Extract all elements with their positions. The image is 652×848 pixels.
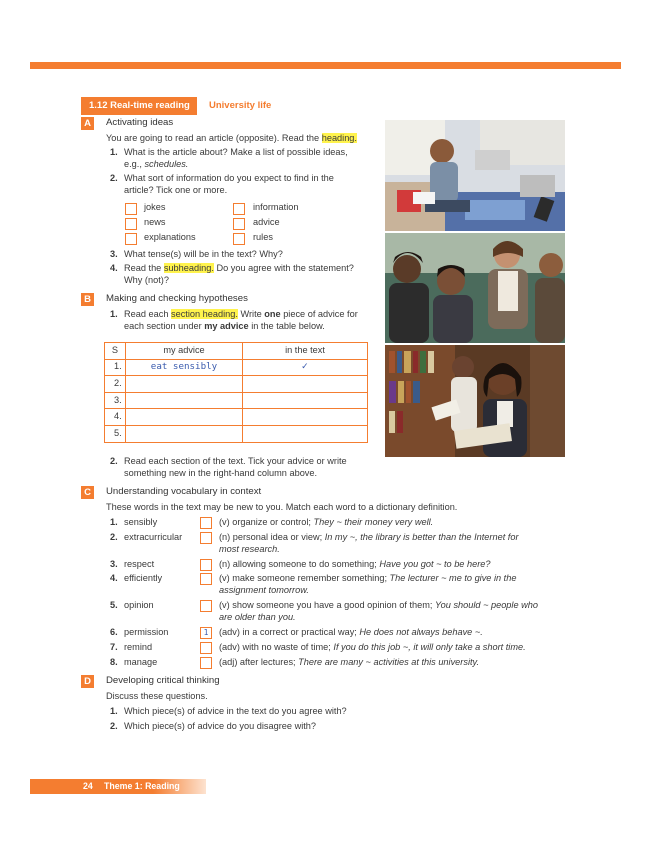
checkbox-advice[interactable] (233, 218, 245, 230)
section-c-badge: C (81, 486, 94, 499)
section-b-badge: B (81, 293, 94, 306)
row-num: 3. (105, 392, 126, 409)
vocab-definition-line2: most research. (219, 544, 280, 554)
checkbox-explanations[interactable] (125, 233, 137, 245)
my-advice-cell[interactable] (126, 409, 243, 426)
photo-student-studying (385, 120, 565, 231)
my-advice-cell[interactable] (126, 425, 243, 442)
vocab-num: 2. (110, 532, 118, 542)
a-q1-line1: What is the article about? Make a list of possible ideas, (124, 147, 348, 157)
vocab-definition: (v) make someone remember something; The lecturer ~ me to give in the (219, 573, 517, 583)
checkbox-rules[interactable] (233, 233, 245, 245)
vocab-definition: (v) show someone you have a good opinion of them; You should ~ people who (219, 600, 538, 610)
col-my-advice-header: my advice (126, 343, 243, 360)
vocab-word: opinion (124, 600, 154, 610)
section-a-title: Activating ideas (106, 117, 174, 128)
in-text-cell[interactable] (243, 392, 368, 409)
vocab-word: efficiently (124, 573, 163, 583)
a-q2-line1: What sort of information do you expect to find in the (124, 173, 334, 183)
vocab-answer-box[interactable] (200, 559, 212, 571)
a-q3: What tense(s) will be in the text? Why? (124, 249, 283, 259)
vocab-definition: (v) organize or control; They ~ their money very well. (219, 517, 434, 527)
b-q2-line1: Read each section of the text. Tick your advice or write (124, 456, 347, 466)
vocab-num: 8. (110, 657, 118, 667)
table-header-row (105, 343, 368, 360)
section-a-intro: You are going to read an article (opposite). Read the heading. (106, 133, 357, 143)
my-advice-cell[interactable] (126, 376, 243, 393)
vocab-answer-box[interactable] (200, 657, 212, 669)
d-q1-num: 1. (110, 706, 118, 716)
col-s-header: S (105, 343, 126, 360)
b-q2-num: 2. (110, 456, 118, 466)
vocab-definition-line2: assignment tomorrow. (219, 585, 309, 595)
vocab-answer-box[interactable] (200, 642, 212, 654)
vocab-num: 7. (110, 642, 118, 652)
vocab-num: 5. (110, 600, 118, 610)
b-q1-line1: Read each section heading. Write one piece of advice for (124, 309, 358, 319)
section-d-intro: Discuss these questions. (106, 691, 208, 701)
section-d-badge: D (81, 675, 94, 688)
vocab-num: 4. (110, 573, 118, 583)
vocab-num: 1. (110, 517, 118, 527)
section-d-title: Developing critical thinking (106, 675, 220, 686)
in-text-cell[interactable] (243, 409, 368, 426)
vocab-definition: (n) personal idea or view; In my ~, the library is better than the Internet for (219, 532, 519, 542)
page-number: 24 (83, 781, 93, 791)
checkbox-news[interactable] (125, 218, 137, 230)
row-num: 1. (105, 359, 126, 376)
in-text-cell[interactable] (243, 376, 368, 393)
vocab-word: remind (124, 642, 153, 652)
option-explanations: explanations (144, 232, 196, 242)
vocab-word: extracurricular (124, 532, 183, 542)
a-q3-num: 3. (110, 249, 118, 259)
top-orange-bar (30, 62, 621, 69)
advice-table (104, 342, 368, 443)
vocab-num: 6. (110, 627, 118, 637)
option-information: information (253, 202, 299, 212)
b-q1-line2: each section under my advice in the table below. (124, 321, 325, 331)
my-advice-cell[interactable]: eat sensibly (126, 359, 243, 376)
vocab-answer-box[interactable] (200, 532, 212, 544)
a-q4-line2: Why (not)? (124, 275, 169, 285)
checkbox-jokes[interactable] (125, 203, 137, 215)
a-q1-line2: e.g., schedules. (124, 159, 189, 169)
table-row (105, 359, 368, 376)
my-advice-cell[interactable] (126, 392, 243, 409)
vocab-word: sensibly (124, 517, 158, 527)
highlight-heading: heading. (321, 133, 357, 143)
b-q2-line2: something new in the right-hand column above. (124, 468, 318, 478)
row-num: 2. (105, 376, 126, 393)
photo-library-students (385, 345, 565, 457)
a-q4-line1: Read the subheading. Do you agree with the statement? (124, 263, 354, 273)
in-text-cell[interactable]: ✓ (243, 359, 368, 376)
row-num: 4. (105, 409, 126, 426)
vocab-num: 3. (110, 559, 118, 569)
footer-theme: Theme 1: Reading (104, 781, 180, 791)
section-a-badge: A (81, 117, 94, 130)
vocab-answer-box[interactable] (200, 517, 212, 529)
table-row (105, 409, 368, 426)
a-q2-line2: article? Tick one or more. (124, 185, 228, 195)
section-c-intro: These words in the text may be new to you. Match each word to a dictionary definition. (106, 502, 458, 512)
table-row (105, 392, 368, 409)
vocab-word: manage (124, 657, 158, 667)
option-rules: rules (253, 232, 273, 242)
option-advice: advice (253, 217, 280, 227)
a-q4-num: 4. (110, 263, 118, 273)
d-q2: Which piece(s) of advice do you disagree with? (124, 721, 317, 731)
vocab-definition: (adv) with no waste of time; If you do this job ~, it will only take a short time. (219, 642, 526, 652)
in-text-cell[interactable] (243, 425, 368, 442)
table-row (105, 376, 368, 393)
vocab-word: respect (124, 559, 155, 569)
vocab-definition-line2: are older than you. (219, 612, 296, 622)
vocab-definition: (adv) in a correct or practical way; He does not always behave ~. (219, 627, 483, 637)
d-q2-num: 2. (110, 721, 118, 731)
highlight-section-heading: section heading. (171, 309, 238, 319)
d-q1: Which piece(s) of advice in the text do you agree with? (124, 706, 347, 716)
option-jokes: jokes (144, 202, 166, 212)
photo-discussion-group (385, 233, 565, 343)
col-in-text-header: in the text (243, 343, 368, 360)
unit-tag: 1.12 Real-time reading (81, 97, 197, 115)
checkbox-information[interactable] (233, 203, 245, 215)
vocab-answer-box[interactable] (200, 573, 212, 585)
vocab-answer-box[interactable] (200, 600, 212, 612)
section-c-title: Understanding vocabulary in context (106, 486, 262, 497)
option-news: news (144, 217, 166, 227)
vocab-definition: (adj) after lectures; There are many ~ activities at this university. (219, 657, 479, 667)
unit-title: University life (209, 100, 272, 111)
highlight-subheading: subheading. (163, 263, 214, 273)
section-b-title: Making and checking hypotheses (106, 293, 248, 304)
table-row (105, 425, 368, 442)
vocab-answer-box[interactable]: 1 (200, 627, 212, 639)
vocab-word: permission (124, 627, 169, 637)
b-q1-num: 1. (110, 309, 118, 319)
a-q2-num: 2. (110, 173, 118, 183)
row-num: 5. (105, 425, 126, 442)
vocab-definition: (n) allowing someone to do something; Have you got ~ to be here? (219, 559, 491, 569)
a-q1-num: 1. (110, 147, 118, 157)
